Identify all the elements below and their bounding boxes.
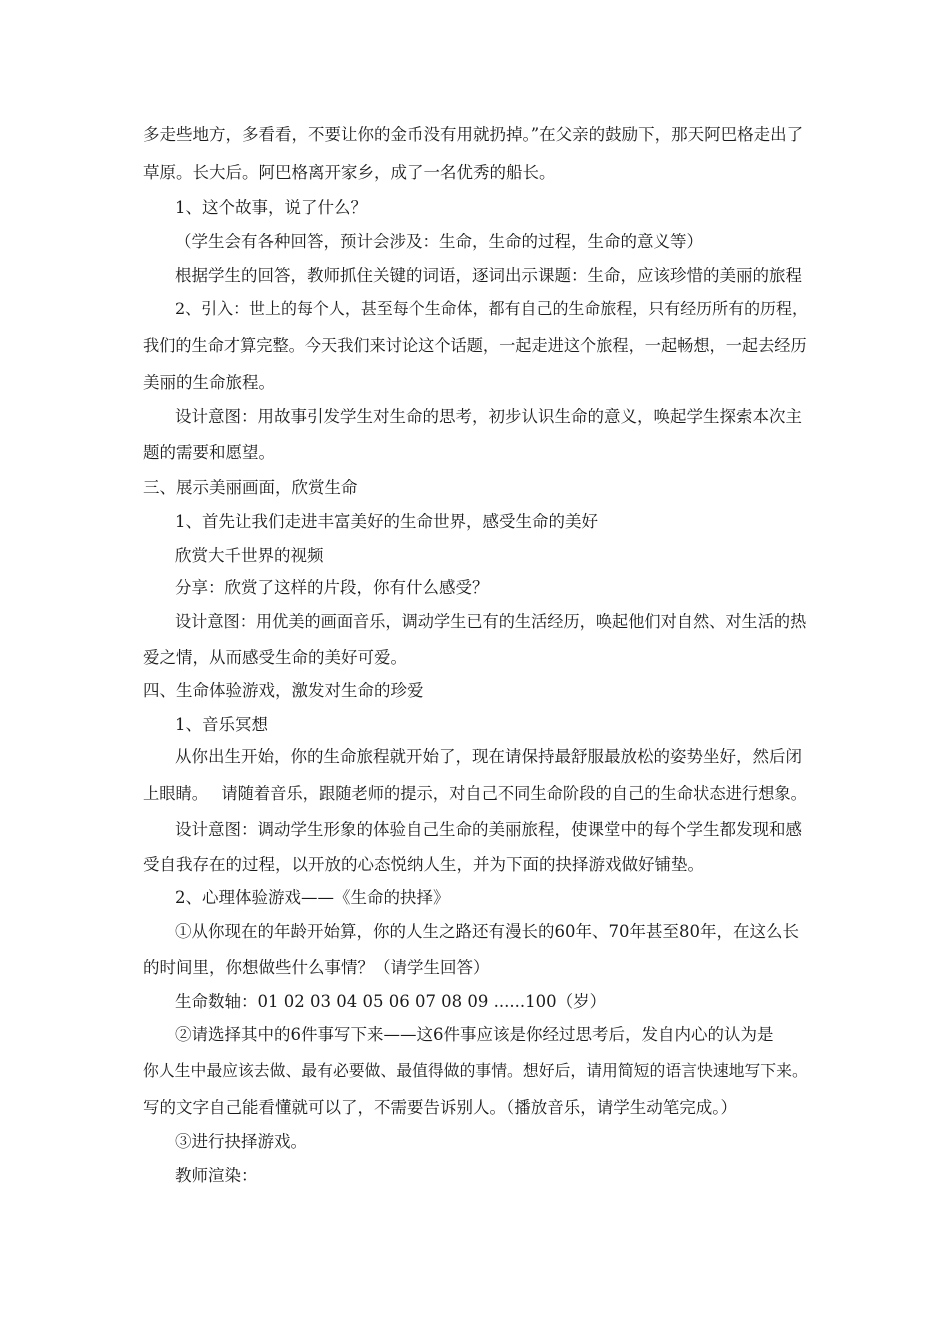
text-line-24: ①从你现在的年龄开始算，你的人生之路还有漫长的60年、70年甚至80年，在这么长 xyxy=(175,922,799,941)
text-line-30: ③进行抉择游戏。 xyxy=(175,1132,307,1151)
text-line-1: 多走些地方，多看看，不要让你的金币没有用就扔掉。”在父亲的鼓励下，那天阿巴格走出了 xyxy=(143,125,804,144)
text-line-18: 1、音乐冥想 xyxy=(175,715,268,734)
text-line-29: 写的文字自己能看懂就可以了，不需要告诉别人。（播放音乐，请学生动笔完成。） xyxy=(143,1098,737,1117)
text-line-8: 美丽的生命旅程。 xyxy=(143,373,275,392)
text-line-4: （学生会有各种回答，预计会涉及：生命，生命的过程，生命的意义等） xyxy=(175,232,703,251)
text-line-25: 的时间里，你想做些什么事情？（请学生回答） xyxy=(143,958,490,977)
text-line-12: 1、首先让我们走进丰富美好的生命世界，感受生命的美好 xyxy=(175,512,598,531)
text-line-23: 2、心理体验游戏——《生命的抉择》 xyxy=(175,888,450,907)
section-heading-3: 三、展示美丽画面，欣赏生命 xyxy=(143,478,358,497)
text-line-5: 根据学生的回答，教师抓住关键的词语，逐词出示课题：生命，应该珍惜的美丽的旅程 xyxy=(175,266,802,285)
text-line-26: 生命数轴：01 02 03 04 05 06 07 08 09 ......100（岁） xyxy=(175,992,607,1011)
text-line-10: 题的需要和愿望。 xyxy=(143,443,275,462)
text-line-14: 分享：欣赏了这样的片段，你有什么感受？ xyxy=(175,578,489,597)
section-heading-4: 四、生命体验游戏，激发对生命的珍爱 xyxy=(143,681,424,700)
text-line-31: 教师渲染： xyxy=(175,1166,258,1185)
text-line-22: 受自我存在的过程，以开放的心态悦纳人生，并为下面的抉择游戏做好铺垫。 xyxy=(143,855,704,874)
text-line-3: 1、这个故事，说了什么？ xyxy=(175,198,367,217)
text-line-28: 你人生中最应该去做、最有必要做、最值得做的事情。想好后，请用简短的语言快速地写下来。 xyxy=(143,1061,808,1080)
text-line-6: 2、引入：世上的每个人，甚至每个生命体，都有自己的生命旅程，只有经历所有的历程， xyxy=(175,299,808,318)
text-line-2: 草原。长大后。阿巴格离开家乡，成了一名优秀的船长。 xyxy=(143,163,556,182)
text-line-15: 设计意图：用优美的画面音乐，调动学生已有的生活经历，唤起他们对自然、对生活的热 xyxy=(175,612,807,631)
text-line-20: 上眼睛。 请随着音乐，跟随老师的提示，对自己不同生命阶段的自己的生命状态进行想象。 xyxy=(143,784,807,803)
text-line-7: 我们的生命才算完整。今天我们来讨论这个话题，一起走进这个旅程，一起畅想，一起去经历 xyxy=(143,336,807,355)
text-line-27: ②请选择其中的6件事写下来——这6件事应该是你经过思考后，发自内心的认为是 xyxy=(175,1025,774,1044)
text-line-9: 设计意图：用故事引发学生对生命的思考，初步认识生命的意义，唤起学生探索本次主 xyxy=(175,407,802,426)
text-line-13: 欣赏大千世界的视频 xyxy=(175,546,324,565)
text-line-19: 从你出生开始，你的生命旅程就开始了，现在请保持最舒服最放松的姿势坐好，然后闭 xyxy=(175,747,802,766)
text-line-21: 设计意图：调动学生形象的体验自己生命的美丽旅程，使课堂中的每个学生都发现和感 xyxy=(175,820,802,839)
text-line-16: 爱之情，从而感受生命的美好可爱。 xyxy=(143,648,407,667)
